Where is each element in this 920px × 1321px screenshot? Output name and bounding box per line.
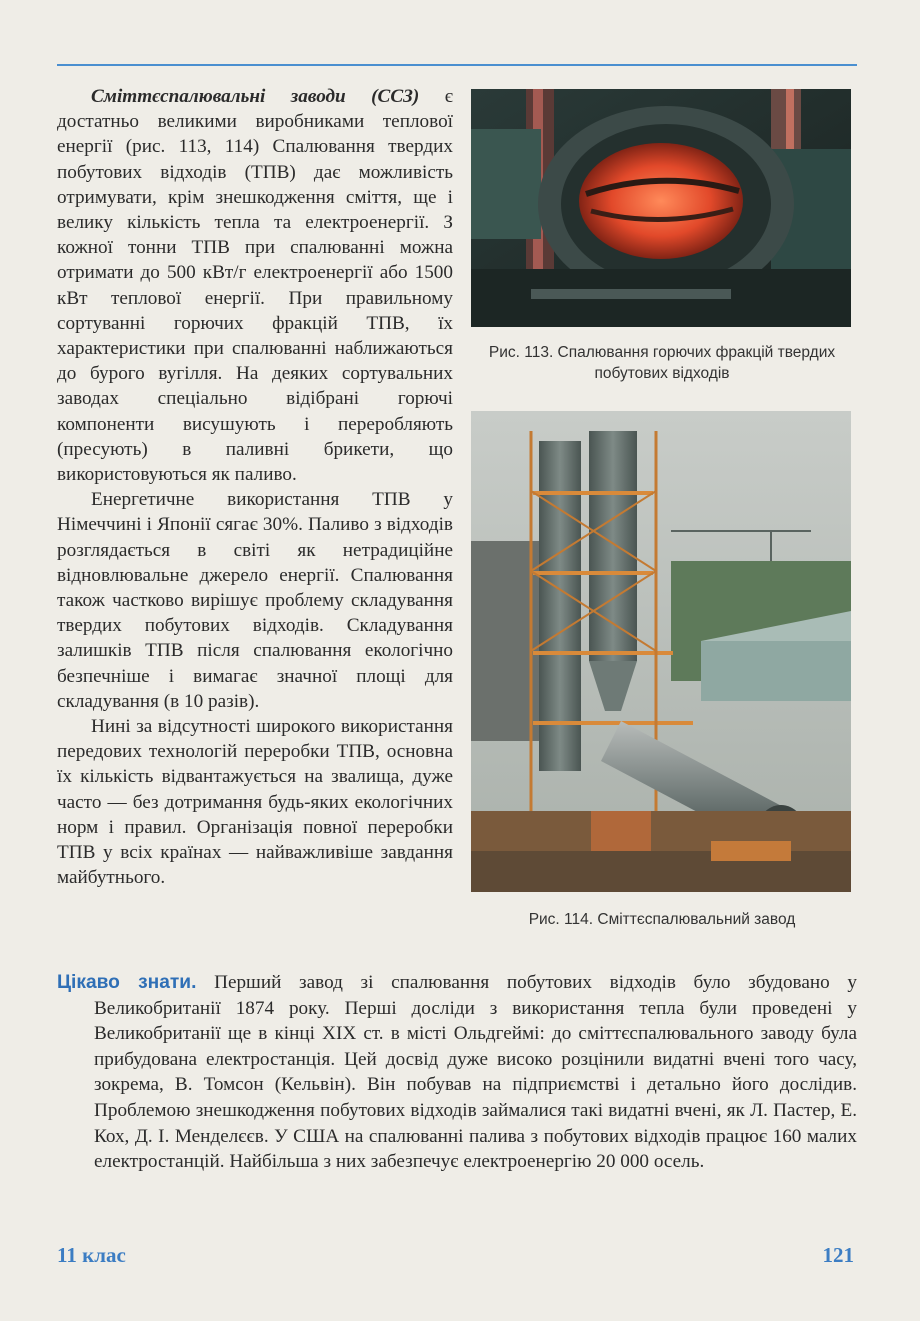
figure-113-furnace-photo [471,89,851,327]
footer-grade: 11 клас [57,1243,126,1267]
page-number: 121 [822,1243,854,1267]
note-paragraph [57,970,857,1175]
figure-113-caption: Рис. 113. Спалювання горючих фракцій твердих побутових відходів [488,344,836,382]
paragraph-1 [57,84,453,487]
note-text: Перший завод зі спалювання побутових відходів було збудовано у Великобританії 1874 року. Перші досліди з використання тепла були проведені у Великобританії ще в кінці XIX ст. в місті Ольдгеймі: до сміттєспалювального заводу була прибудована електростанція. Цей досвід дуже високо розцінили видатні вчені того часу, зокрема, В. Томсон (Кельвін). Він побував на підприємстві і детально його дослідив. Проблемою знешкодження побутових відходів займалися такі видатні вчені, як Л. Пастер, Е. Кох, Д. І. Менделєєв. У США на спалюванні палива з побутових відходів працює 160 малих електростанцій. Найбільша з них забезпечує електроенергію 20 000 осель. [94,972,857,1173]
figure-114-caption: Рис. 114. Сміттєспалювальний завод [528,911,796,928]
figure-114-plant-photo [471,411,851,892]
did-you-know-box [57,970,857,1175]
paragraph-1-text: є достатньо великими виробниками теплової енергії (рис. 113, 114) Спалювання твердих побутових відходів (ТПВ) дає можливість отримувати, крім знешкодження сміття, ще і велику кількість тепла та електроенергії. З кожної тонни ТПВ при спалюванні можна отримати до 500 кВт/г електроенергії або 1500 кВт теплової енергії. При правильному сортуванні горючих фракцій ТПВ, їх характеристики при спалюванні наближаються до бурого вугілля. На деяких сортувальних заводах спеціально відібрані горючі компоненти висушують і переробляють (пресують) в паливні брикети, що використовуються як паливо. [57,86,453,486]
header-rule [57,64,857,66]
lead-term: Сміттєспалювальні заводи (ССЗ) [91,86,420,107]
main-text-column [57,84,453,891]
note-label: Цікаво знати. [57,972,197,993]
paragraph-3: Нині за відсутності широкого використання передових технологій переробки ТПВ, основна їх кількість відвантажується на звалища, дуже часто — без дотримання будь-яких екологічних норм і правил. Організація повної переробки ТПВ у всіх країнах — найважливіше завдання майбутнього. [57,716,453,889]
paragraph-2: Енергетичне використання ТПВ у Німеччині і Японії сягає 30%. Паливо з відходів розглядається в світі як нетрадиційне відновлювальне джерело енергії. Спалювання також частково вирішує проблему складування твердих побутових відходів. Складування залишків ТПВ після спалювання екологічно безпечніше і вимагає значної площі для складування (в 10 разів). [57,489,453,712]
